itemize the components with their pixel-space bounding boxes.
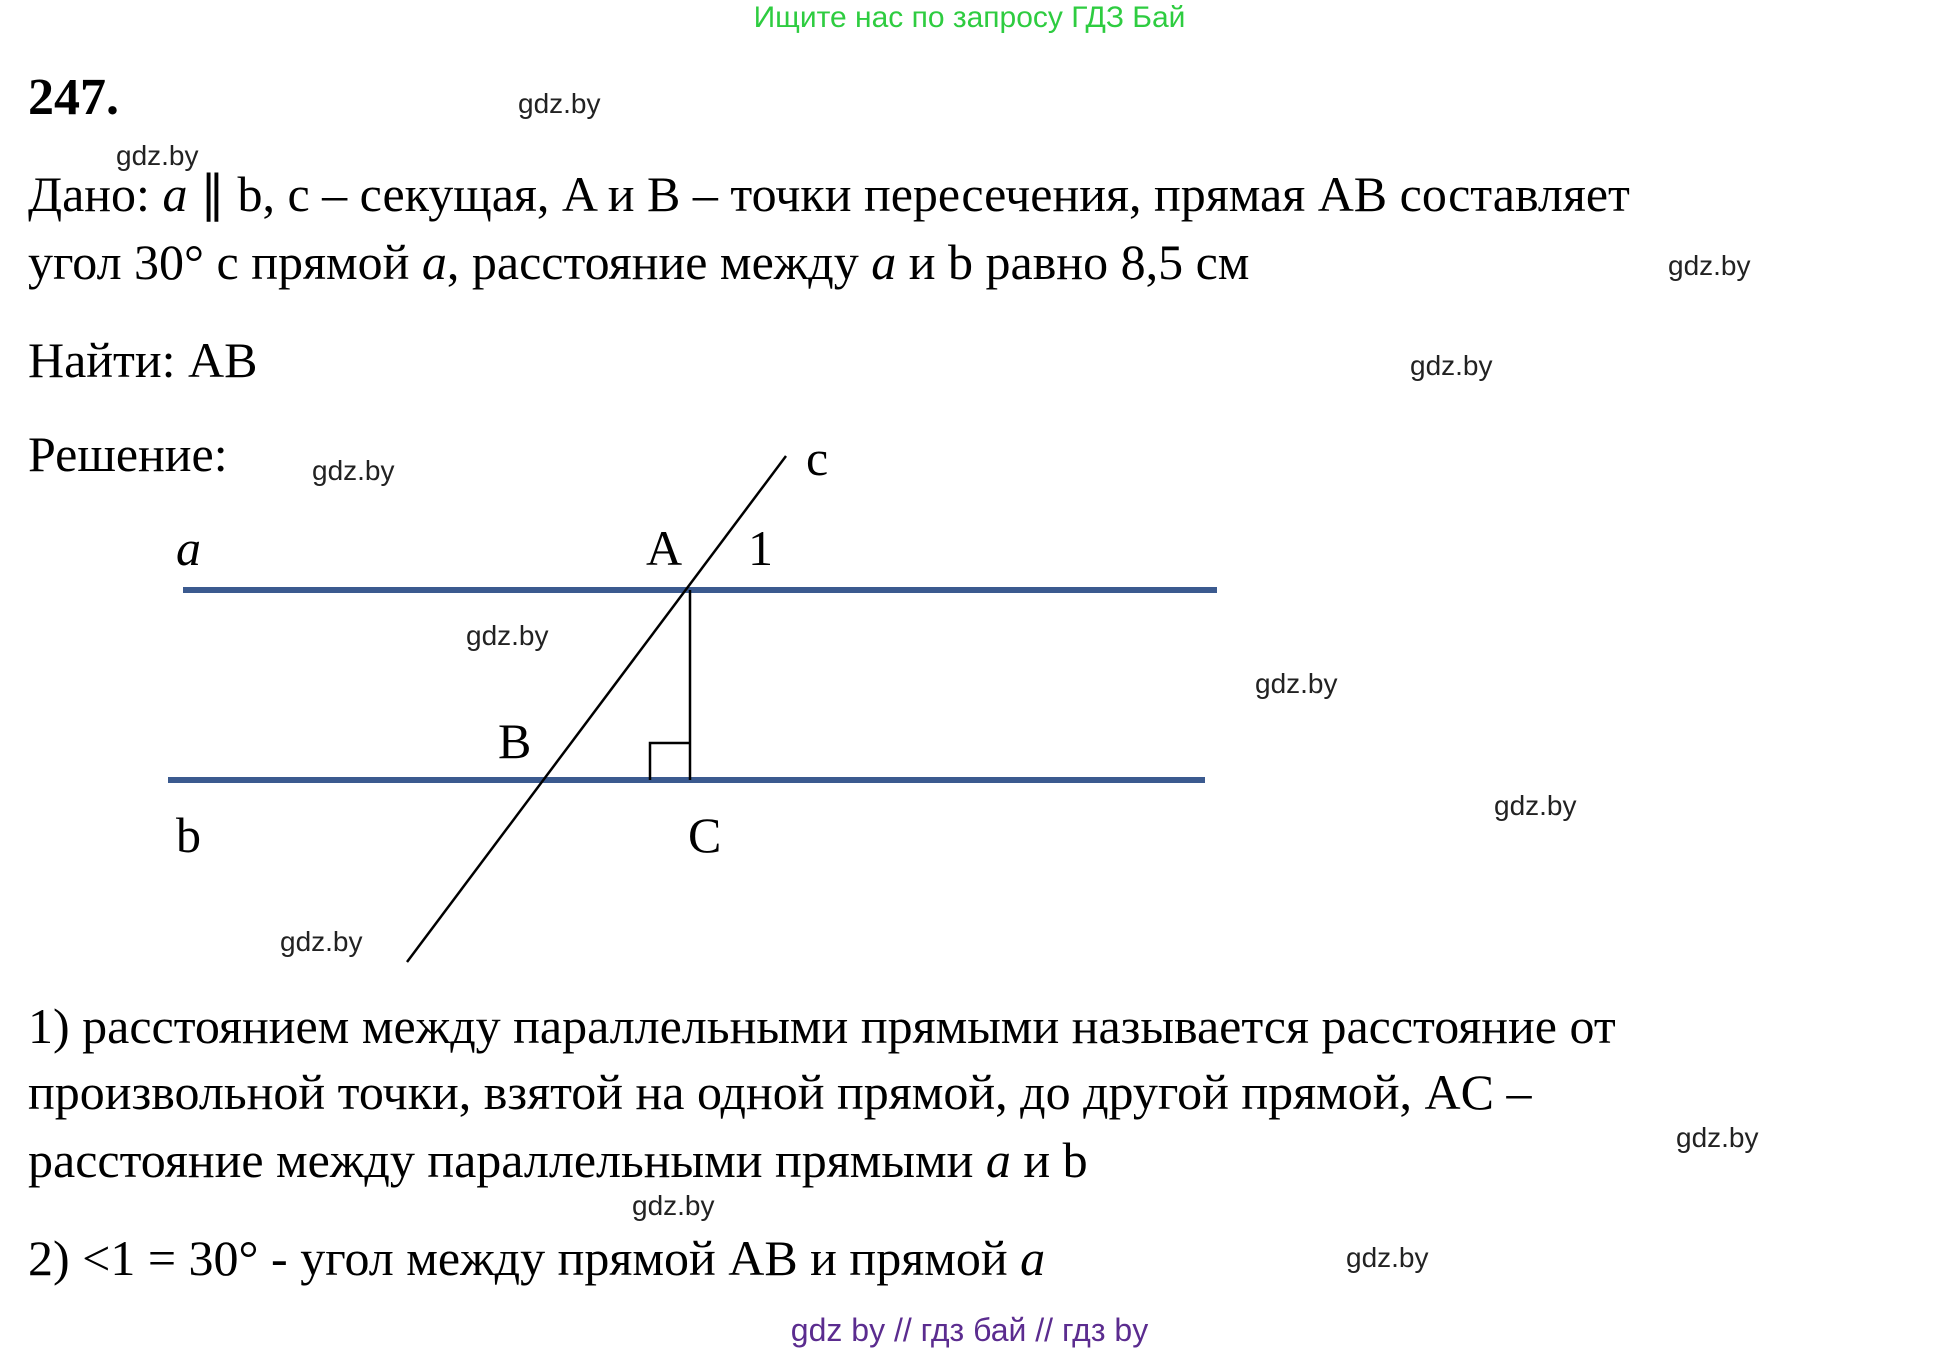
watermark: gdz.by — [312, 455, 395, 486]
footer-links[interactable]: gdz by // гдз бай // гдз by — [790, 1312, 1149, 1348]
line-a-symbol: a — [1020, 1230, 1046, 1286]
step1-line-3 — [28, 1130, 1088, 1190]
watermark: gdz.by — [280, 926, 363, 957]
watermark: gdz.by — [1346, 1242, 1429, 1273]
watermark: gdz.by — [116, 140, 199, 171]
watermark: gdz.by — [1410, 350, 1493, 381]
line-a-symbol: a — [985, 1132, 1011, 1188]
label-b: b — [176, 807, 201, 863]
line-c — [407, 456, 786, 962]
step1-text: расстояние между параллельными прямыми — [28, 1132, 986, 1188]
label-point-a: A — [646, 520, 683, 576]
step2-text: 2) <1 = 30° - угол между прямой AB и прямой — [28, 1230, 1021, 1286]
label-point-c: C — [688, 807, 722, 863]
given-text: угол 30° с прямой — [28, 234, 422, 290]
label-a: a — [176, 520, 201, 576]
solution-label: Решение: — [28, 426, 228, 482]
step1-line-2: произвольной точки, взятой на одной прямой, до другой прямой, AC – — [28, 1064, 1532, 1120]
line-a-symbol: a — [162, 166, 188, 222]
label-c: c — [806, 430, 829, 486]
given-line-1 — [28, 164, 1630, 224]
line-a-symbol: a — [421, 234, 447, 290]
given-line-2 — [28, 232, 1249, 292]
step1-line-1: 1) расстоянием между параллельными прямыми называется расстояние от — [28, 998, 1616, 1054]
line-a-symbol: a — [871, 234, 897, 290]
step1-text: и b — [1010, 1132, 1088, 1188]
watermark: gdz.by — [1494, 790, 1577, 821]
right-angle-mark — [650, 743, 690, 780]
watermark: gdz.by — [518, 88, 601, 119]
given-prefix: Дано: — [28, 166, 163, 222]
top-banner[interactable]: Ищите нас по запросу ГДЗ Бай — [753, 1, 1186, 34]
given-text: и b равно 8,5 см — [896, 234, 1250, 290]
label-point-b: B — [498, 713, 532, 769]
problem-number: 247. — [28, 69, 119, 126]
watermark: gdz.by — [1676, 1122, 1759, 1153]
watermark: gdz.by — [466, 620, 549, 651]
label-angle-1: 1 — [748, 520, 773, 576]
watermark: gdz.by — [632, 1190, 715, 1221]
given-text: , расстояние между — [446, 234, 872, 290]
geometry-figure — [0, 400, 1939, 1000]
step2-line — [28, 1228, 1045, 1288]
given-text: ∥ b, c – секущая, A и B – точки пересечения, прямая AB составляет — [187, 166, 1630, 222]
find-line: Найти: AB — [28, 332, 258, 388]
watermark: gdz.by — [1668, 250, 1751, 281]
watermark: gdz.by — [1255, 668, 1338, 699]
